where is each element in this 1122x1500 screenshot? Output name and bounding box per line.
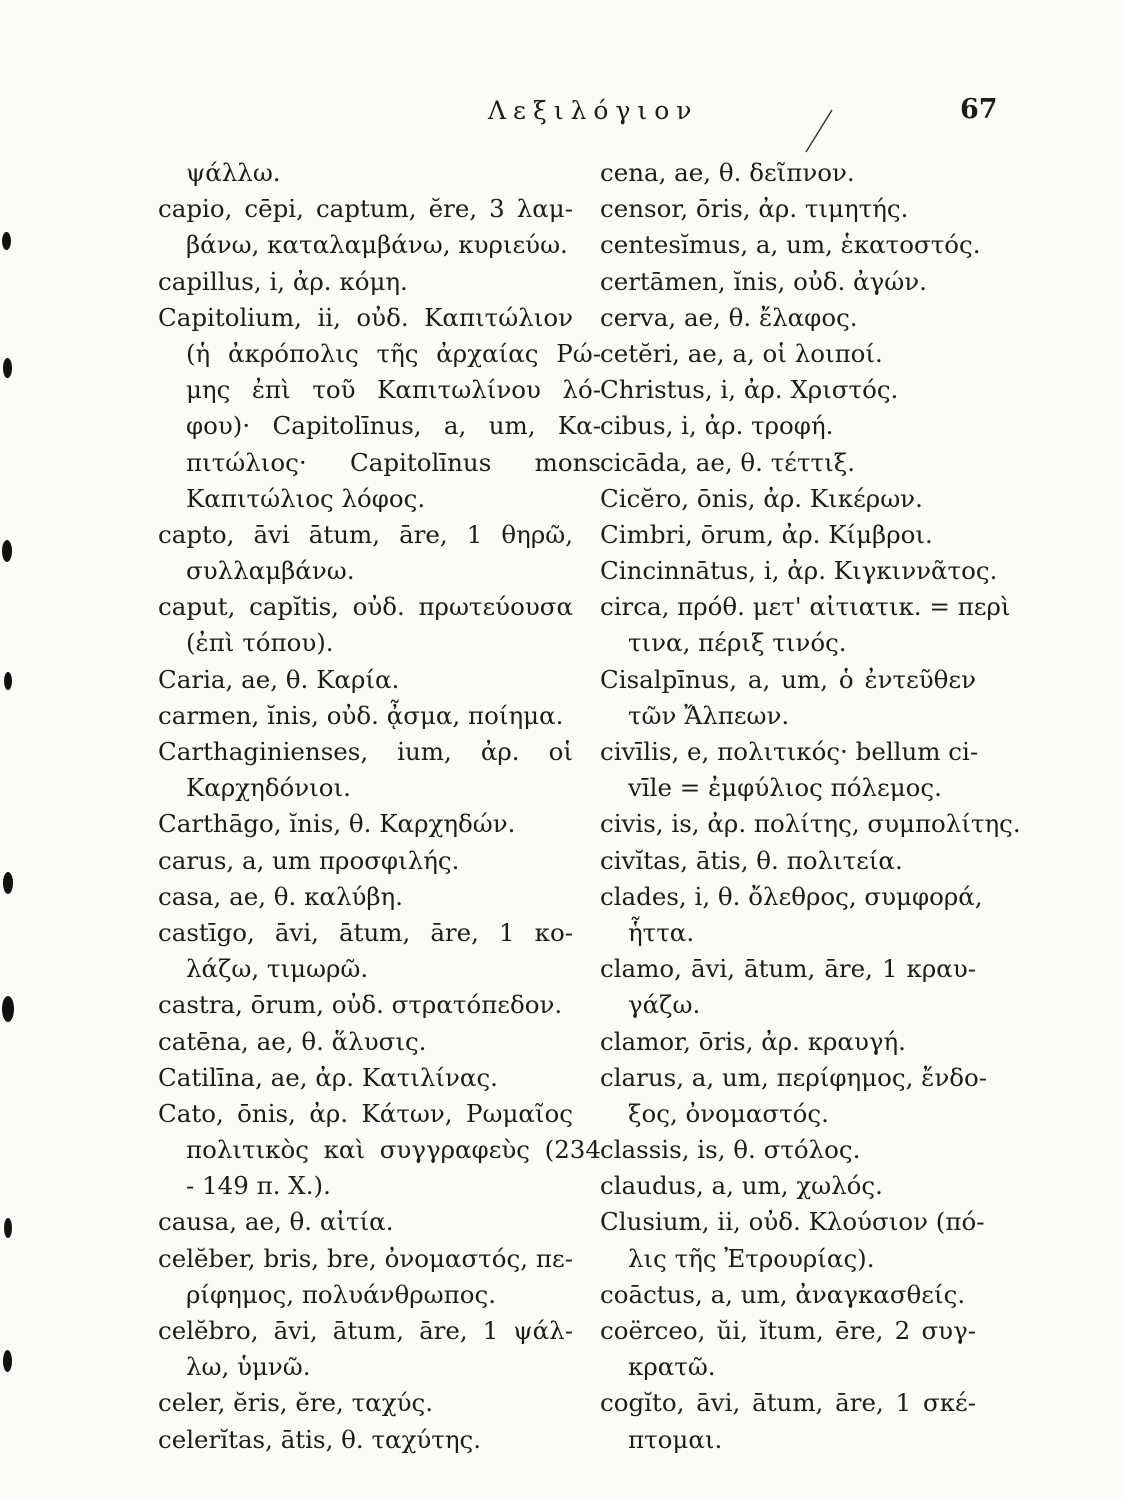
- entry-line: causa, ae, θ. αἰτία.: [158, 1207, 394, 1237]
- entry-line: Cisalpīnus, a, um, ὁ ἐντεῦθεν: [600, 664, 976, 694]
- entry-line: cerva, ae, θ. ἔλαφος.: [600, 302, 858, 332]
- entry-continuation-line: γάζω.: [628, 990, 701, 1020]
- running-header: Λεξιλόγιον: [488, 96, 699, 125]
- left-column: [158, 155, 601, 1458]
- entry-line: civĭtas, ātis, θ. πολιτεία.: [600, 845, 903, 875]
- entry-continuation-line: (ἡ ἀκρόπολις τῆς ἀρχαίας Ρώ-: [186, 338, 601, 368]
- entry-line: claudus, a, um, χωλός.: [600, 1171, 883, 1201]
- entry-line: Carthāgo, ĭnis, θ. Καρχηδών.: [158, 809, 516, 839]
- entry-continuation-line: - 149 π. Χ.).: [186, 1171, 331, 1201]
- entry-line: celer, ĕris, ĕre, ταχύς.: [158, 1388, 433, 1418]
- entry-line: cicāda, ae, θ. τέττιξ.: [600, 447, 856, 477]
- entry-line: Cimbri, ōrum, ἀρ. Κίμβροι.: [600, 519, 933, 549]
- entry-continuation-line: μης ἐπὶ τοῦ Καπιτωλίνου λό-: [186, 375, 601, 405]
- binding-mark: [3, 358, 12, 378]
- entry-continuation-line: πιτώλιος· Capitolīnus mons: [186, 447, 601, 477]
- entry-continuation-line: Καπιτώλιος λόφος.: [186, 483, 426, 513]
- entry-line: coāctus, a, um, ἀναγκασθείς.: [600, 1279, 966, 1309]
- entry-line: Caria, ae, θ. Καρία.: [158, 664, 400, 694]
- entry-continuation-line: πτομαι.: [628, 1424, 723, 1454]
- entry-line: clamo, āvi, ātum, āre, 1 κραυ-: [600, 954, 976, 984]
- entry-line: capio, cēpi, captum, ĕre, 3 λαμ-: [158, 194, 573, 224]
- entry-line: castīgo, āvi, ātum, āre, 1 κο-: [158, 917, 573, 947]
- entry-continuation-line: ψάλλω.: [186, 158, 281, 187]
- entry-continuation-line: τινα, πέριξ τινός.: [628, 628, 847, 658]
- entry-line: capillus, i, ἀρ. κόμη.: [158, 266, 408, 296]
- entry-continuation-line: λω, ὑμνῶ.: [186, 1352, 311, 1382]
- entry-line: carmen, ĭnis, οὐδ. ᾆσμα, ποίημα.: [158, 700, 564, 730]
- entry-continuation-line: βάνω, καταλαμβάνω, κυριεύω.: [186, 230, 568, 260]
- entry-continuation-line: λις τῆς Ἐτρουρίας).: [628, 1243, 875, 1273]
- entry-line: clamor, ōris, ἀρ. κραυγή.: [600, 1026, 906, 1056]
- entry-line: celĕber, bris, bre, ὀνομαστός, πε-: [158, 1243, 573, 1273]
- entry-continuation-line: (ἐπὶ τόπου).: [186, 628, 334, 658]
- entry-line: cena, ae, θ. δεῖπνον.: [600, 158, 855, 187]
- entry-line: Capitolium, ii, οὐδ. Καπιτώλιον: [158, 302, 573, 332]
- entry-continuation-line: ξος, ὀνομαστός.: [628, 1098, 829, 1128]
- entry-continuation-line: τῶν Ἄλπεων.: [628, 700, 790, 730]
- entry-continuation-line: ρίφημος, πολυάνθρωπος.: [186, 1279, 497, 1309]
- entry-continuation-line: ἧττα.: [628, 917, 695, 947]
- entry-line: Catilīna, ae, ἀρ. Κατιλίνας.: [158, 1062, 498, 1092]
- entry-line: Cincinnātus, i, ἀρ. Κιγκιννᾶτος.: [600, 556, 998, 586]
- entry-line: Carthaginienses, ium, ἀρ. οἱ: [158, 737, 573, 766]
- entry-line: censor, ōris, ἀρ. τιμητής.: [600, 194, 909, 224]
- entry-continuation-line: κρατῶ.: [628, 1352, 716, 1382]
- binding-mark: [2, 540, 12, 562]
- entry-line: catēna, ae, θ. ἅλυσις.: [158, 1026, 427, 1056]
- entry-line: cetĕri, ae, a, οἱ λοιποί.: [600, 338, 883, 368]
- binding-mark: [4, 1218, 12, 1238]
- page-number: 67: [960, 94, 998, 125]
- binding-mark: [3, 1350, 12, 1372]
- entry-line: celerĭtas, ātis, θ. ταχύτης.: [158, 1424, 482, 1454]
- binding-mark: [4, 672, 12, 690]
- entry-line: casa, ae, θ. καλύβη.: [158, 881, 403, 911]
- entry-line: carus, a, um προσφιλής.: [158, 845, 460, 875]
- entry-line: capto, āvi ātum, āre, 1 θηρῶ,: [158, 519, 573, 549]
- binding-mark: [2, 232, 11, 250]
- binding-mark: [2, 996, 14, 1022]
- entry-line: clarus, a, um, περίφημος, ἔνδο-: [600, 1062, 987, 1092]
- entry-continuation-line: vīle = ἐμφύλιος πόλεμος.: [628, 773, 942, 803]
- entry-line: caput, capĭtis, οὐδ. πρωτεύουσα: [158, 592, 573, 622]
- entry-continuation-line: πολιτικὸς καὶ συγγραφεὺς (234: [186, 1135, 601, 1165]
- entry-line: castra, ōrum, οὐδ. στρατόπεδον.: [158, 990, 563, 1020]
- entry-line: clades, i, θ. ὄλεθρος, συμφορά,: [600, 881, 983, 911]
- entry-line: civis, is, ἀρ. πολίτης, συμπολίτης.: [600, 809, 1021, 839]
- entry-line: certāmen, ĭnis, οὐδ. ἀγών.: [600, 266, 927, 296]
- entry-line: civīlis, e, πολιτικός· bellum ci-: [600, 737, 979, 766]
- entry-line: Cato, ōnis, ἀρ. Κάτων, Ρωμαῖος: [158, 1098, 573, 1128]
- entry-continuation-line: Καρχηδόνιοι.: [186, 773, 351, 803]
- entry-line: Cicĕro, ōnis, ἀρ. Κικέρων.: [600, 483, 923, 513]
- entry-line: classis, is, θ. στόλος.: [600, 1135, 861, 1165]
- entry-continuation-line: λάζω, τιμωρῶ.: [186, 954, 369, 984]
- entry-continuation-line: συλλαμβάνω.: [186, 556, 355, 586]
- entry-line: Clusium, ii, οὐδ. Κλούσιον (πό-: [600, 1207, 985, 1237]
- entry-line: cogĭto, āvi, ātum, āre, 1 σκέ-: [600, 1388, 976, 1418]
- entry-continuation-line: φου)· Capitolīnus, a, um, Κα-: [186, 411, 601, 441]
- right-column: [600, 155, 1021, 1458]
- entry-line: centesĭmus, a, um, ἑκατοστός.: [600, 230, 981, 260]
- binding-mark: [3, 872, 13, 894]
- entry-line: circa, πρόθ. μετ' αἰτιατικ. = περὶ: [600, 592, 1011, 622]
- entry-line: coërceo, ŭi, ĭtum, ēre, 2 συγ-: [600, 1316, 976, 1345]
- entry-line: cibus, i, ἀρ. τροφή.: [600, 411, 834, 441]
- entry-line: Christus, i, ἀρ. Χριστός.: [600, 375, 899, 405]
- entry-line: celĕbro, āvi, ātum, āre, 1 ψάλ-: [158, 1316, 573, 1345]
